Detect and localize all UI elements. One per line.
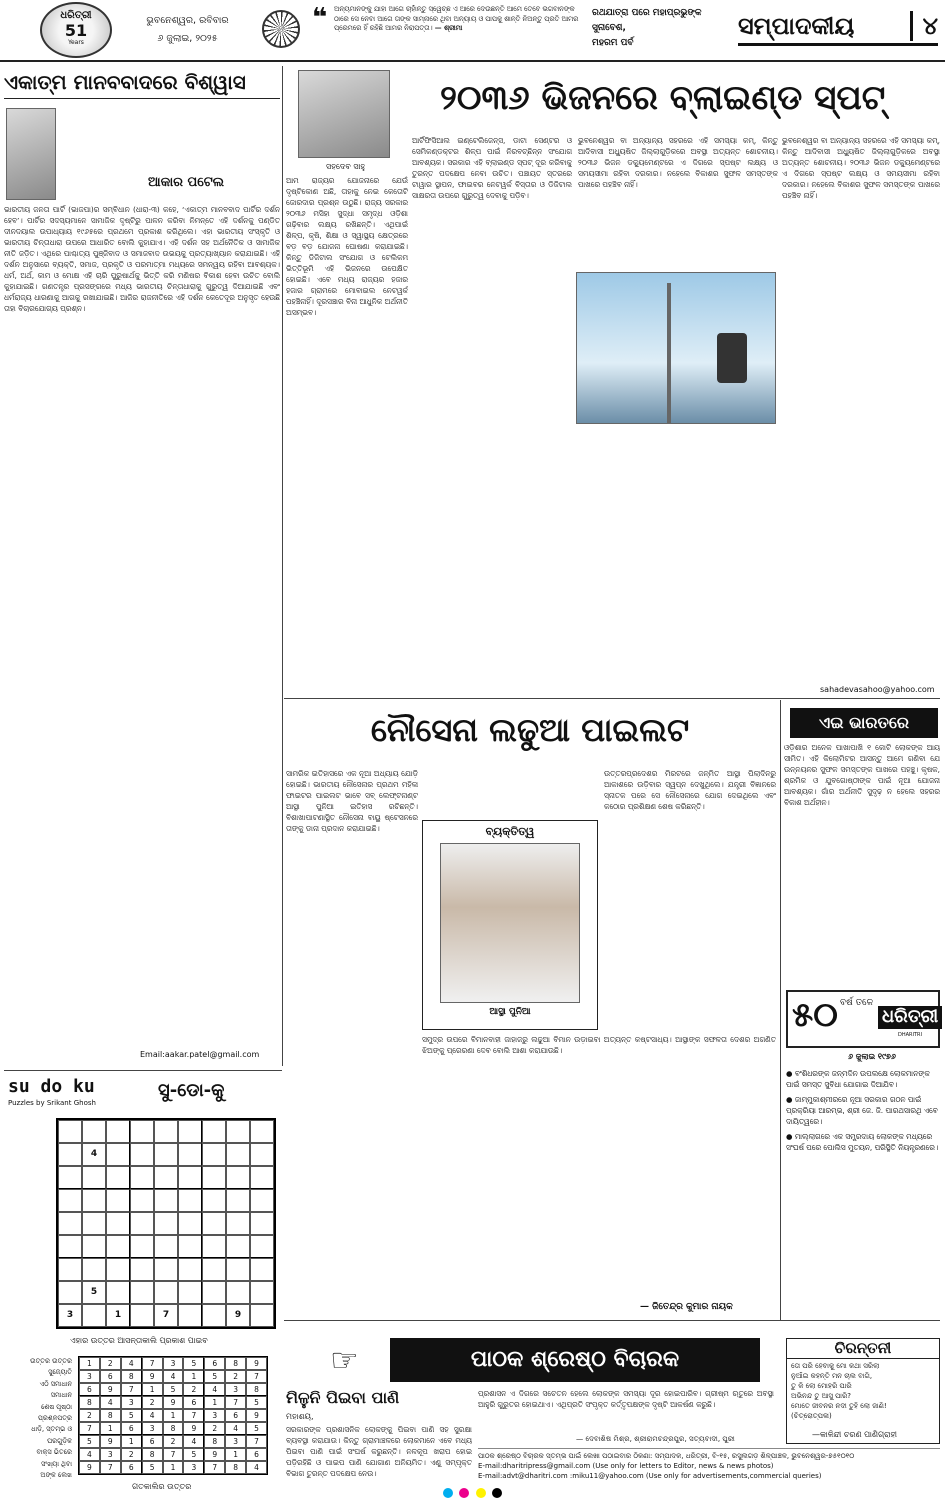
place-date-line1: ଭୁବନେଶ୍ୱର, ରବିବାର — [146, 15, 229, 26]
solution-label: ବାକ୍ସ ଭିତରେ — [36, 1448, 72, 1457]
ei-bharat-body: ଓଡ଼ିଶାର ଅନେକ ପାଖାପାଖି ୧ କୋଟି ଲୋକଙ୍କ ଆୟ ସୀମିତ। ଏହି କିଲୋମିଟର ଆସନ୍ତୁ ଆମେ ଗଣିବା ଯେ ଉନ୍ନୟନର ସୁଫଳ ସମସ୍ତଙ୍କ ପାଖରେ ପହଞ୍ଚୁ। କୃଷକ, ଶ୍ରମିକ ଓ ଯୁବଗୋଷ୍ଠୀଙ୍କ ପାଇଁ ନୂଆ ଯୋଜନା ଆବଶ୍ୟକ। ଗାଁର ଅର୍ଥନୀତି ସୁଦୃଢ଼ ନ ହେଲେ ସହରର ବିକାଶ ଅର୍ଥହୀନ। — [784, 743, 940, 807]
cyan-dot — [443, 1488, 453, 1498]
section-name: ସମ୍ପାଦକୀୟ — [738, 11, 855, 40]
feature-photo-box — [422, 820, 598, 1030]
list-item: ● ବଂଶିଧରଙ୍କ ଜନ୍ମଦିନ ଉପଲକ୍ଷେ ଲୋକମାନଙ୍କ ପାଇଁ ସମସ୍ତ ସୁବିଧା ଯୋଗାଇ ଦିଆଯିବ। — [786, 1069, 930, 1089]
sudoku-cell — [250, 1189, 274, 1212]
print-color-bar — [0, 1488, 945, 1498]
solution-cell: 9 — [246, 1409, 267, 1422]
sudoku-cell — [226, 1235, 250, 1258]
solution-cell: 6 — [183, 1396, 204, 1409]
pilot-photo — [440, 843, 580, 1003]
sudoku-cell — [226, 1143, 250, 1166]
sudoku-cell — [226, 1120, 250, 1143]
dharitri-50-date: ୬ ଜୁଲାଇ ୧୯୭୬ — [848, 1052, 896, 1061]
sudoku-cell — [130, 1258, 154, 1281]
divider — [284, 698, 940, 699]
solution-label: ଧାଡ଼ି, ସ୍ତମ୍ଭ ଓ — [31, 1425, 72, 1434]
solution-cell: 4 — [246, 1461, 267, 1474]
solution-cell: 8 — [204, 1435, 225, 1448]
sudoku-cell — [226, 1281, 250, 1304]
solution-cell: 8 — [142, 1448, 163, 1461]
solution-cell: 3 — [100, 1448, 121, 1461]
sudoku-cell — [130, 1120, 154, 1143]
sudoku-logo-text: su do ku — [8, 1076, 95, 1097]
sudoku-cell — [106, 1258, 130, 1281]
sudoku-cell — [202, 1304, 226, 1327]
solution-cell: 4 — [79, 1448, 100, 1461]
chakra-icon — [262, 10, 300, 48]
col2-author: ସହଦେବ ସାହୁ — [326, 162, 366, 171]
divider — [4, 1070, 282, 1071]
dharitri-50-box — [786, 990, 940, 1048]
solution-cell: 7 — [100, 1461, 121, 1474]
solution-cell: 2 — [142, 1396, 163, 1409]
solution-cell: 1 — [121, 1435, 142, 1448]
sudoku-cell — [82, 1120, 106, 1143]
paper-logo — [40, 2, 112, 58]
solution-label: ଏଠି ସମାଧାନ — [39, 1379, 72, 1388]
quote-mark-icon: ❝ — [312, 3, 328, 33]
sudoku-cell — [130, 1143, 154, 1166]
sudoku-cell — [58, 1143, 82, 1166]
sudoku-title-odia: ସୁ-ଡୋ-କୁ — [158, 1080, 225, 1101]
yellow-dot — [476, 1488, 486, 1498]
sudoku-cell — [82, 1304, 106, 1327]
solution-cell: 7 — [246, 1370, 267, 1383]
sudoku-cell — [82, 1235, 106, 1258]
sudoku-cell — [250, 1235, 274, 1258]
solution-cell: 3 — [225, 1383, 246, 1396]
list-item: ● ମାଲ୍ଲାଗରେ ଏକ ସମ୍ପ୍ରଦାୟ ଲୋକଙ୍କ ମଧ୍ୟରେ ସଂଘର୍ଷ ପରେ ପୋଲିସ ମୁତୟନ, ପରିସ୍ଥିତି ନିୟନ୍ତ୍ରଣରେ। — [786, 1132, 939, 1152]
solution-cell: 2 — [163, 1435, 184, 1448]
solution-cell: 6 — [225, 1409, 246, 1422]
sudoku-cell — [154, 1281, 178, 1304]
solution-cell: 7 — [121, 1383, 142, 1396]
place-date — [125, 12, 250, 48]
solution-cell: 1 — [142, 1383, 163, 1396]
solution-label: ଘରଗୁଡ଼ିକ — [47, 1436, 72, 1445]
dharitri-50-sub: DHARITRI — [898, 1032, 922, 1038]
poem-line: (ଚିତ୍ରୋତ୍ପଳା) — [791, 1411, 832, 1420]
solution-cell: 3 — [121, 1396, 142, 1409]
solution-label: ସମାଧାନ — [50, 1391, 72, 1400]
daily-quote-text: ଅନ୍ୟମାନଙ୍କୁ ଯାହା ଆଗେ ଚାହାଁନ୍ତୁ ସ୍ୱେଚ୍ଛ ଏ ଆରେ ଦେଉଛନ୍ତି ଆମେ ତେବେ ଭଗବାନଙ୍କ ଠାରେ ସେ ନେବା ଆଗେ ତାଙ୍କ ସାମ୍ନାରେ ଥିବା ଅନ୍ୟାୟ ଓ ପାପକୁ ଶାନ୍ତି ନିଅନ୍ତୁ ପ୍ରତି ଆମର ପ୍ରେମରେ ହିଁ ରହିଛି ଆମର ନିରାପତ୍ତା। — [334, 5, 579, 32]
sudoku-cell — [154, 1212, 178, 1235]
sudoku-cell — [250, 1166, 274, 1189]
sudoku-cell — [202, 1120, 226, 1143]
solution-cell: 3 — [163, 1357, 184, 1370]
sudoku-cell — [250, 1143, 274, 1166]
solution-cell: 2 — [79, 1409, 100, 1422]
sudoku-cell — [130, 1281, 154, 1304]
solution-cell: 4 — [100, 1396, 121, 1409]
solution-cell: 4 — [142, 1409, 163, 1422]
solution-cell: 1 — [163, 1461, 184, 1474]
solution-cell: 5 — [142, 1461, 163, 1474]
sudoku-cell — [130, 1189, 154, 1212]
col2-body-c: ଭୁବନେଶ୍ୱର ବା ଅନ୍ୟାନ୍ୟ ସହରରେ ଏହି ସମସ୍ୟା କମ୍, କିନ୍ତୁ ଆଦିବାସୀ ଅଧ୍ୟୁଷିତ ଜିଲ୍ଲାଗୁଡ଼ିକରେ ଅବସ୍ଥା ଅତ୍ୟନ୍ତ ଶୋଚନୀୟ। ୨୦୩୬ ଭିଜନ ଡକ୍ୟୁମେଣ୍ଟରେ ଏ ଦିଗରେ ସ୍ପଷ୍ଟ ଲକ୍ଷ୍ୟ ଓ ସମୟସୀମା ରହିବା ଦରକାର। ନହେଲେ ବିକାଶର ସୁଫଳ ସମସ୍ତଙ୍କ ପାଖରେ ପହଞ୍ଚିବ ନାହିଁ। — [578, 136, 778, 189]
sudoku-cell — [202, 1166, 226, 1189]
col1-author: ଆକାର ପଟେଲ — [148, 175, 225, 190]
feature-byline: — ଜିତେନ୍ଦ୍ର କୁମାର ନାୟକ — [640, 1302, 733, 1312]
solution-cell: 4 — [225, 1422, 246, 1435]
sudoku-footer: ଏହାର ଉତ୍ତର ଆସନ୍ତାକାଲି ପ୍ରକାଶ ପାଇବ — [70, 1336, 208, 1345]
solution-cell: 5 — [246, 1396, 267, 1409]
sudoku-cell — [178, 1166, 202, 1189]
sudoku-cell — [202, 1212, 226, 1235]
festival-box — [592, 6, 732, 51]
sudoku-cell — [106, 1189, 130, 1212]
solution-cell: 4 — [183, 1435, 204, 1448]
sudoku-cell — [178, 1143, 202, 1166]
solution-cell: 3 — [142, 1422, 163, 1435]
sudoku-cell: 3 — [58, 1304, 82, 1327]
solution-cell: 6 — [100, 1370, 121, 1383]
sudoku-cell — [202, 1235, 226, 1258]
divider — [282, 66, 283, 1066]
sudoku-logo — [8, 1076, 96, 1107]
sudoku-cell — [82, 1189, 106, 1212]
solution-cell: 7 — [246, 1435, 267, 1448]
solution-cell: 2 — [183, 1383, 204, 1396]
solution-cell: 3 — [204, 1409, 225, 1422]
solution-cell: 9 — [163, 1396, 184, 1409]
sudoku-cell — [58, 1166, 82, 1189]
list-item: ● ଜାମ୍ମୁକାଶ୍ମୀରରେ ନୂଆ ସରକାର ଗଠନ ପାଇଁ ପ୍ରକ୍ରିୟା ଆରମ୍ଭ, ଶ୍ରୀ ଜେ. ଜି. ପାରଥସାରଥି ଏବେ ଦାୟିତ୍ୱରେ। — [786, 1095, 938, 1126]
sudoku-cell — [178, 1258, 202, 1281]
sudoku-cell — [178, 1189, 202, 1212]
col1-headline: ଏକାତ୍ମ ମାନବବାଦରେ ବିଶ୍ୱାସ — [4, 66, 280, 99]
sudoku-cell — [178, 1281, 202, 1304]
feature-box-title: ବ୍ୟକ୍ତିତ୍ୱ — [485, 825, 535, 838]
sudoku-cell — [154, 1120, 178, 1143]
col2-headline: ୨୦୩୬ ଭିଜନରେ ବ୍ଲାଇଣ୍ଡ ସ୍ପଟ୍ — [440, 78, 886, 118]
solution-cell: 8 — [225, 1357, 246, 1370]
sudoku-cell — [106, 1143, 130, 1166]
sudoku-cell — [202, 1189, 226, 1212]
sudoku-cell — [106, 1235, 130, 1258]
col2-body-d: ଭୁବନେଶ୍ୱର ବା ଅନ୍ୟାନ୍ୟ ସହରରେ ଏହି ସମସ୍ୟା କମ୍, କିନ୍ତୁ ଆଦିବାସୀ ଅଧ୍ୟୁଷିତ ଜିଲ୍ଲାଗୁଡ଼ିକରେ ଅବସ୍ଥା ଅତ୍ୟନ୍ତ ଶୋଚନୀୟ। ୨୦୩୬ ଭିଜନ ଡକ୍ୟୁମେଣ୍ଟରେ ଏ ଦିଗରେ ସ୍ପଷ୍ଟ ଲକ୍ଷ୍ୟ ଓ ସମୟସୀମା ରହିବା ଦରକାର। ନହେଲେ ବିକାଶର ସୁଫଳ ସମସ୍ତଙ୍କ ପାଖରେ ପହଞ୍ଚିବ ନାହିଁ। — [782, 136, 940, 200]
hand-pointer-icon: ☞ — [330, 1341, 359, 1379]
solution-cell: 7 — [163, 1448, 184, 1461]
solution-cell: 9 — [79, 1461, 100, 1474]
col2-body-a: ଆମ ରାଜ୍ୟର ଯୋଜନାରେ ଯେଉଁ ଦୃଷ୍ଟିକୋଣ ଅଛି, ତାହାକୁ ନେଇ କେତୋଟି ଜୋରଦାର ପ୍ରଶ୍ନ ଉଠୁଛି। ରାଜ୍ୟ ସରକାର ୨୦୩୬ ମସିହା ସୁଦ୍ଧା ସମୃଦ୍ଧ ଓଡ଼ିଶା ଗଢ଼ିବାର ଲକ୍ଷ୍ୟ ରଖିଛନ୍ତି। ଏଥିପାଇଁ ଶିଳ୍ପ, କୃଷି, ଶିକ୍ଷା ଓ ସ୍ୱାସ୍ଥ୍ୟ କ୍ଷେତ୍ରରେ ବଡ଼ ବଡ଼ ଯୋଜନା ଘୋଷଣା କରାଯାଇଛି। କିନ୍ତୁ ଡିଜିଟାଲ ସଂଯୋଗ ଓ ଟେଲିକମ ଭିତ୍ତିଭୂମି ଏହି ଭିଜନରେ ଉପେକ୍ଷିତ ହୋଇଛି। ଏବେ ମଧ୍ୟ ରାଜ୍ୟର ହଜାର ହଜାର ଗ୍ରାମରେ ମୋବାଇଲ ନେଟୱର୍କ ପହଞ୍ଚିନାହିଁ। ଦୂରସଞ୍ଚାର ବିନା ଆଧୁନିକ ଅର୍ଥନୀତି ଅସମ୍ଭବ। — [286, 176, 408, 317]
solution-cell: 8 — [225, 1461, 246, 1474]
list-item-text: ଜାମ୍ମୁକାଶ୍ମୀରରେ ନୂଆ ସରକାର ଗଠନ ପାଇଁ ପ୍ରକ୍ରିୟା ଆରମ୍ଭ, ଶ୍ରୀ ଜେ. ଜି. ପାରଥସାରଥି ଏବେ ଦାୟିତ୍ୱରେ। — [786, 1095, 938, 1126]
daily-quote-author: — ଶ୍ରୀମା — [434, 24, 463, 32]
col1-body: ଭାରତୀୟ ଜନତା ପାର୍ଟି (ଭାଜପା)ର ସମ୍ବିଧାନ (ଧାରା-୩) କହେ, ‘ଏକାତ୍ମ ମାନବବାଦ ପାର୍ଟିର ଦର୍ଶନ ହେବ’। ପାର୍ଟିର ସଦସ୍ୟମାନେ ସାମାଜିକ ଦୃଷ୍ଟିରୁ ପାଳନ କରିବା ନିମନ୍ତେ ଏହି ଦର୍ଶନକୁ ପଣ୍ଡିତ ଦୀନଦୟାଲ ଉପାଧ୍ୟାୟ ୧୯୬୫ରେ ପ୍ରଥମେ ପ୍ରକାଶ କରିଥିଲେ। ଏହା ଭାରତୀୟ ସଂସ୍କୃତି ଓ ଭାରତୀୟ ଚିନ୍ତାଧାରା ଉପରେ ଆଧାରିତ ବୋଲି କୁହାଯାଏ। ଏହି ଦର୍ଶନ ସହ ଅର୍ଥନୈତିକ ଓ ସାମାଜିକ ନୀତି ଜଡ଼ିତ। ଏଥିରେ ପାଶ୍ଚାତ୍ୟ ପୁଞ୍ଜିବାଦ ଓ ସମାଜବାଦ ଉଭୟକୁ ପ୍ରତ୍ୟାଖ୍ୟାନ କରାଯାଇଛି। ଏହି ଦର୍ଶନ ଅନୁସାରେ ବ୍ୟକ୍ତି, ସମାଜ, ପ୍ରକୃତି ଓ ପରମାତ୍ମା ମଧ୍ୟରେ ସମନ୍ୱୟ ରହିବା ଆବଶ୍ୟକ। ଧର୍ମ, ଅର୍ଥ, କାମ ଓ ମୋକ୍ଷ ଏହି ଚାରି ପୁରୁଷାର୍ଥକୁ ଭିତ୍ତି କରି ମଣିଷର ବିକାଶ ହେବା ଉଚିତ ବୋଲି କୁହାଯାଇଛି। ଗଣତନ୍ତ୍ର ପ୍ରସଙ୍ଗରେ ମଧ୍ୟ ଭାରତୀୟ ଚିନ୍ତାଧାରାକୁ ଗୁରୁତ୍ୱ ଦିଆଯାଇଛି ଏବଂ ଧର୍ମରାଜ୍ୟ ଧାରଣାକୁ ଆଗକୁ ରଖାଯାଇଛି। ଆଜିର ରାଜନୀତିରେ ଏହି ଦର୍ଶନ କେତେଦୂର ଅନୁସୃତ ହେଉଛି ତାହା ବିଚାରଯୋଗ୍ୟ ପ୍ରଶ୍ନ। — [4, 205, 280, 313]
author-photo-sahadev — [298, 70, 390, 158]
sudoku-cell — [58, 1235, 82, 1258]
reader-banner-title: ପାଠକ ଶ୍ରେଷ୍ଠ ବିଚାରକ — [390, 1338, 760, 1382]
solution-cell: 5 — [121, 1409, 142, 1422]
solution-cell: 6 — [142, 1435, 163, 1448]
solution-cell: 7 — [225, 1396, 246, 1409]
sudoku-cell — [106, 1212, 130, 1235]
solution-cell: 7 — [183, 1409, 204, 1422]
solution-label: ସୁଜ୍ୟୋତି — [48, 1368, 72, 1377]
chirantani-poem — [787, 1359, 939, 1423]
sudoku-cell — [226, 1189, 250, 1212]
sudoku-cell — [250, 1212, 274, 1235]
solution-grid — [78, 1356, 268, 1475]
sudoku-cell — [226, 1166, 250, 1189]
solution-label: ଅଙ୍କ ଲେଖ — [40, 1471, 72, 1480]
sudoku-cell — [250, 1258, 274, 1281]
solution-cell: 8 — [163, 1422, 184, 1435]
divider — [284, 1320, 940, 1321]
dharitri-50-label2: ଧରିତ୍ରୀ — [878, 1006, 942, 1029]
col1-email: Email:aakar.patel@gmail.com — [140, 1050, 260, 1059]
reader-footer — [478, 1448, 940, 1481]
solution-cell: 3 — [183, 1461, 204, 1474]
masthead — [0, 0, 945, 62]
sudoku-cell — [154, 1258, 178, 1281]
solution-cell: 6 — [79, 1383, 100, 1396]
solution-cell: 1 — [100, 1422, 121, 1435]
solution-cell: 1 — [79, 1357, 100, 1370]
solution-cell: 6 — [204, 1357, 225, 1370]
solution-cell: 4 — [163, 1370, 184, 1383]
feature-headline: ନୌସେନା ଲଢୁଆ ପାଇଲଟ — [370, 711, 690, 749]
sudoku-cell — [130, 1166, 154, 1189]
sudoku-cell — [250, 1120, 274, 1143]
page-number: ୪ — [910, 11, 938, 41]
letter-salutation: ମହାଶୟ, — [286, 1412, 314, 1421]
solution-cell: 2 — [225, 1370, 246, 1383]
solution-label: ପ୍ରଶ୍ନପତ୍ର — [37, 1414, 72, 1423]
chirantani-box — [786, 1338, 940, 1444]
sudoku-cell — [178, 1212, 202, 1235]
solution-cell: 5 — [204, 1370, 225, 1383]
dharitri-50-label1: ବର୍ଷ ତଳେ — [840, 998, 874, 1008]
sudoku-cell — [58, 1120, 82, 1143]
paper-logo-text: ଧରିତ୍ରୀ — [60, 10, 92, 21]
sudoku-cell — [58, 1189, 82, 1212]
solution-cell: 4 — [204, 1383, 225, 1396]
sudoku-cell — [250, 1281, 274, 1304]
sudoku-cell: 5 — [82, 1281, 106, 1304]
reader-footer-email1: E-mail:dharitripress@gmail.com (Use only for letters to Editor, news & news photos) — [478, 1462, 774, 1470]
sudoku-cell — [130, 1235, 154, 1258]
magenta-dot — [459, 1488, 469, 1498]
festival-line2: ସୁନାବେଶ, — [592, 23, 626, 33]
sudoku-cell — [130, 1304, 154, 1327]
sudoku-cell — [106, 1166, 130, 1189]
section-title — [738, 8, 938, 46]
solution-cell: 9 — [246, 1357, 267, 1370]
letter-body-b: ପ୍ରଶାସନ ଏ ଦିଗରେ ସଚେତନ ହେଲେ ଲୋକଙ୍କ ସମସ୍ୟା ଦୂର ହୋଇପାରିବ। ଗ୍ରୀଷ୍ମ ଋତୁରେ ଅବସ୍ଥା ଆହୁରି ଗୁରୁତର ହୋଇଥାଏ। ଏଥିପ୍ରତି ସଂପୃକ୍ତ କର୍ତ୍ତୃପକ୍ଷଙ୍କ ଦୃଷ୍ଟି ଆକର୍ଷଣ କରୁଛି। — [478, 1389, 774, 1409]
festival-line1: ରଥଯାତ୍ରା ପରେ ମହାପ୍ରଭୁଙ୍କ — [592, 8, 702, 18]
sudoku-grid — [56, 1118, 276, 1329]
letter-body-a: ସରକାରଙ୍କ ପ୍ରଶାସନିକ ଲୋକଙ୍କୁ ପିଇବା ପାଣି ସହ ସୁରକ୍ଷା ବ୍ୟବସ୍ଥା କରାଯାଉ। କିନ୍ତୁ ଗ୍ରାମାଞ୍ଚଳରେ ଲୋକମାନେ ଏବେ ମଧ୍ୟ ପିଇବା ପାଣି ପାଇଁ ସଂଘର୍ଷ କରୁଛନ୍ତି। ନଳକୂପ ଖରାପ ହୋଇ ପଡ଼ିରହିଛି ଓ ପାଇପ ପାଣି ଯୋଗାଣ ଅନିୟମିତ। ଏଣୁ ସମ୍ପୃକ୍ତ ବିଭାଗ ତୁରନ୍ତ ପଦକ୍ଷେପ ନେଉ। — [286, 1425, 472, 1478]
sudoku-cell — [82, 1258, 106, 1281]
solution-cell: 5 — [183, 1448, 204, 1461]
solution-cell: 7 — [79, 1422, 100, 1435]
sudoku-cell — [130, 1212, 154, 1235]
solution-cell: 5 — [183, 1357, 204, 1370]
ei-bharat-title: ଏଇ ଭାରତରେ — [790, 708, 938, 738]
sudoku-cell — [202, 1258, 226, 1281]
feature-body-c: ସମୁଦ୍ର ଉପରେ ବିମାନବାହୀ ଜାହାଜରୁ ଲଢୁଆ ବିମାନ ଉଡ଼ାଇବା ଅତ୍ୟନ୍ତ କଷ୍ଟସାଧ୍ୟ। ଆସ୍ଥାଙ୍କ ସଫଳତା ଦେଶର ଅଗଣିତ ଝିଅଙ୍କୁ ପ୍ରେରଣା ଦେବ ବୋଲି ଆଶା କରାଯାଉଛି। — [422, 1035, 776, 1055]
solution-cell: 9 — [142, 1370, 163, 1383]
sudoku-cell — [178, 1304, 202, 1327]
chirantani-title: ଚିରନ୍ତନୀ — [787, 1339, 939, 1359]
solution-footer: ଗତକାଲିର ଉତ୍ତର — [132, 1482, 192, 1491]
solution-cell: 5 — [79, 1435, 100, 1448]
solution-cell: 6 — [246, 1448, 267, 1461]
reader-banner — [330, 1338, 760, 1382]
solution-label: ଉତ୍ତର ଉତ୍ତର — [30, 1357, 72, 1365]
chirantani-author: —କାଳିନ୍ଦୀ ଚରଣ ପାଣିଗ୍ରାହୀ — [812, 1430, 897, 1439]
sudoku-cell — [58, 1212, 82, 1235]
solution-label: ଶେଷ ପୃଷ୍ଠା — [41, 1402, 72, 1411]
solution-cell: 8 — [79, 1396, 100, 1409]
sudoku-cell — [178, 1120, 202, 1143]
sudoku-cell — [154, 1235, 178, 1258]
solution-cell: 5 — [163, 1383, 184, 1396]
sudoku-cell — [106, 1120, 130, 1143]
solution-cell: 9 — [100, 1383, 121, 1396]
sudoku-cell — [202, 1143, 226, 1166]
solution-cell: 1 — [225, 1448, 246, 1461]
sudoku-cell — [202, 1281, 226, 1304]
solution-cell: 6 — [121, 1422, 142, 1435]
solution-cell: 5 — [246, 1422, 267, 1435]
poem-line: ଅଭିନନ୍ଦ ତୁ ଆସୁ ପାରି? — [791, 1391, 851, 1400]
sudoku-cell: 9 — [226, 1304, 250, 1327]
solution-cell: 9 — [204, 1448, 225, 1461]
daily-quote — [334, 5, 584, 34]
anniversary-number: 51 — [64, 20, 88, 40]
sudoku-cell — [154, 1143, 178, 1166]
poem-line: ମୋତେ ଜୀବନର ନଦୀ ତୁହି ଲୋ ଜାଣି! — [791, 1401, 887, 1410]
sudoku-cell — [58, 1281, 82, 1304]
poem-line: ତୋ ପରି ହେବାକୁ ମୋ କଥା ସରିଲା — [791, 1361, 880, 1370]
sudoku-cell: 7 — [154, 1304, 178, 1327]
festival-line3: ମହରମ ପର୍ବ — [592, 38, 634, 48]
sudoku-cell — [58, 1258, 82, 1281]
pilot-caption: ଆସ୍ଥା ପୁନିଆ — [489, 1006, 531, 1017]
solution-cell: 3 — [225, 1435, 246, 1448]
divider — [780, 700, 781, 1320]
dharitri-50-list — [786, 1068, 940, 1157]
reader-footer-odia: ପାଠକ ଶ୍ରେଷ୍ଠ ବିଚାରକ ସ୍ତମ୍ଭ ପାଇଁ ଲେଖା ପଠାଇବାର ଠିକଣା: ସମ୍ପାଦକ, ଧରିତ୍ରୀ, ବି-୧୫, ରସୁଲଗଡ଼ ଶିଳ୍ପାଞ୍ଚଳ, ଭୁବନେଶ୍ୱର-୭୫୧୦୧୦ — [478, 1452, 855, 1460]
col2-email: sahadevasahoo@yahoo.com — [820, 685, 935, 694]
black-dot — [492, 1488, 502, 1498]
solution-label: ସଂଖ୍ୟା ଥିବା — [41, 1459, 72, 1468]
sudoku-cell — [250, 1304, 274, 1327]
sudoku-logo-sub: Puzzles by Srikant Ghosh — [8, 1098, 96, 1107]
author-photo-akar — [6, 108, 56, 200]
sudoku-cell — [178, 1235, 202, 1258]
solution-cell: 1 — [183, 1370, 204, 1383]
sudoku-cell — [82, 1166, 106, 1189]
solution-cell: 1 — [163, 1409, 184, 1422]
list-item-text: ମାଲ୍ଲାଗରେ ଏକ ସମ୍ପ୍ରଦାୟ ଲୋକଙ୍କ ମଧ୍ୟରେ ସଂଘର୍ଷ ପରେ ପୋଲିସ ମୁତୟନ, ପରିସ୍ଥିତି ନିୟନ୍ତ୍ରଣରେ। — [786, 1132, 939, 1152]
solution-cell: 2 — [100, 1357, 121, 1370]
poem-line: ନୁଆଁଇ କହନ୍ତି ମନ ଚାଲ ବାଗି, — [791, 1371, 873, 1380]
feature-body-b: ଉତ୍ତରପ୍ରଦେଶର ମିରଟରେ ଜନ୍ମିତ ଆସ୍ଥା ପିଲାଦିନରୁ ଆକାଶରେ ଉଡ଼ିବାର ସ୍ୱପ୍ନ ଦେଖୁଥିଲେ। ଯନ୍ତ୍ରୀ ବିଜ୍ଞାନରେ ସ୍ନାତକ ପରେ ସେ ନୌସେନାରେ ଯୋଗ ଦେଇଥିଲେ ଏବଂ କଠୋର ପ୍ରଶିକ୍ଷଣ ଶେଷ କରିଛନ୍ତି। — [604, 769, 776, 811]
solution-cell: 9 — [100, 1435, 121, 1448]
solution-cell: 4 — [121, 1357, 142, 1370]
solution-cell: 1 — [204, 1396, 225, 1409]
col2-body-b: ଆର୍ଟିଫିସିଆଲ ଇଣ୍ଟେଲିଜେନ୍ସ, ଡାଟା ସେଣ୍ଟର ଓ ସେମିକଣ୍ଡକ୍ଟର ଶିଳ୍ପ ପାଇଁ ନିରବଚ୍ଛିନ୍ନ ସଂଯୋଗ ଆବଶ୍ୟକ। ସରକାର ଏହି ବ୍ଲାଇଣ୍ଡ ସ୍ପଟ୍ ଦୂର କରିବାକୁ ତୁରନ୍ତ ପଦକ୍ଷେପ ନେବା ଉଚିତ। ପଞ୍ଚାୟତ ସ୍ତରରେ ଟାୱାର ସ୍ଥାପନ, ଫାଇବର ନେଟୱର୍କ ବିସ୍ତାର ଓ ଡିଜିଟାଲ ସାକ୍ଷରତା ଉପରେ ଗୁରୁତ୍ୱ ଦେବାକୁ ପଡ଼ିବ। — [412, 136, 572, 200]
solution-cell: 3 — [79, 1370, 100, 1383]
place-date-line2: ୬ ଜୁଲାଇ, ୨୦୨୫ — [157, 33, 218, 44]
solution-cell: 2 — [121, 1448, 142, 1461]
list-item-text: ବଂଶିଧରଙ୍କ ଜନ୍ମଦିନ ଉପଲକ୍ଷେ ଲୋକମାନଙ୍କ ପାଇଁ ସମସ୍ତ ସୁବିଧା ଯୋଗାଇ ଦିଆଯିବ। — [786, 1069, 930, 1089]
sudoku-cell — [154, 1166, 178, 1189]
solution-cell: 7 — [204, 1461, 225, 1474]
letter-signature: — ଦେବାଶିଷ ମିଶ୍ର, ଶ୍ରୀରାମଚନ୍ଦ୍ରପୁର, ସତ୍ୟବାଦୀ, ପୁରୀ — [576, 1434, 735, 1443]
sudoku-cell — [106, 1281, 130, 1304]
poem-line: ତୁ କି ଲୋ ମୋହରି ପାରି — [791, 1381, 852, 1390]
sudoku-cell — [82, 1212, 106, 1235]
solution-cell: 8 — [246, 1383, 267, 1396]
solution-cell: 7 — [142, 1357, 163, 1370]
letter-title: ମିଳୁନି ପିଇବା ପାଣି — [286, 1388, 400, 1407]
solution-cell: 8 — [100, 1409, 121, 1422]
sudoku-cell — [154, 1189, 178, 1212]
reader-footer-email2: E-mail:advt@dharitri.com :miku11@yahoo.com (Use only for advertisements,commercial queries) — [478, 1472, 822, 1480]
solution-cell: 9 — [183, 1422, 204, 1435]
solution-cell: 2 — [204, 1422, 225, 1435]
sudoku-cell: 4 — [82, 1143, 106, 1166]
dharitri-50-number: ୫୦ — [792, 995, 838, 1035]
sudoku-cell — [226, 1258, 250, 1281]
sudoku-cell: 1 — [106, 1304, 130, 1327]
solution-labels — [10, 1356, 72, 1481]
solution-cell: 8 — [121, 1370, 142, 1383]
sudoku-cell — [226, 1212, 250, 1235]
anniversary-sub: Years — [68, 38, 84, 46]
feature-body-a: ସାମରିକ ଇତିହାସରେ ଏକ ନୂଆ ଅଧ୍ୟାୟ ଯୋଡ଼ି ହୋଇଛି। ଭାରତୀୟ ନୌସେନାର ପ୍ରଥମ ମହିଳା ଫାଇଟର ପାଇଲଟ ଭାବେ ସବ୍ ଲେଫ୍ଟନାଣ୍ଟ ଆସ୍ଥା ପୁନିଆ ଇତିହାସ ରଚିଛନ୍ତି। ବିଶାଖାପାଟଣାସ୍ଥିତ ନୌସେନା ବାୟୁ ଷ୍ଟେସନରେ ତାଙ୍କୁ ଡାନା ପ୍ରଦାନ କରାଯାଇଛି। — [286, 769, 418, 833]
solution-cell: 6 — [121, 1461, 142, 1474]
